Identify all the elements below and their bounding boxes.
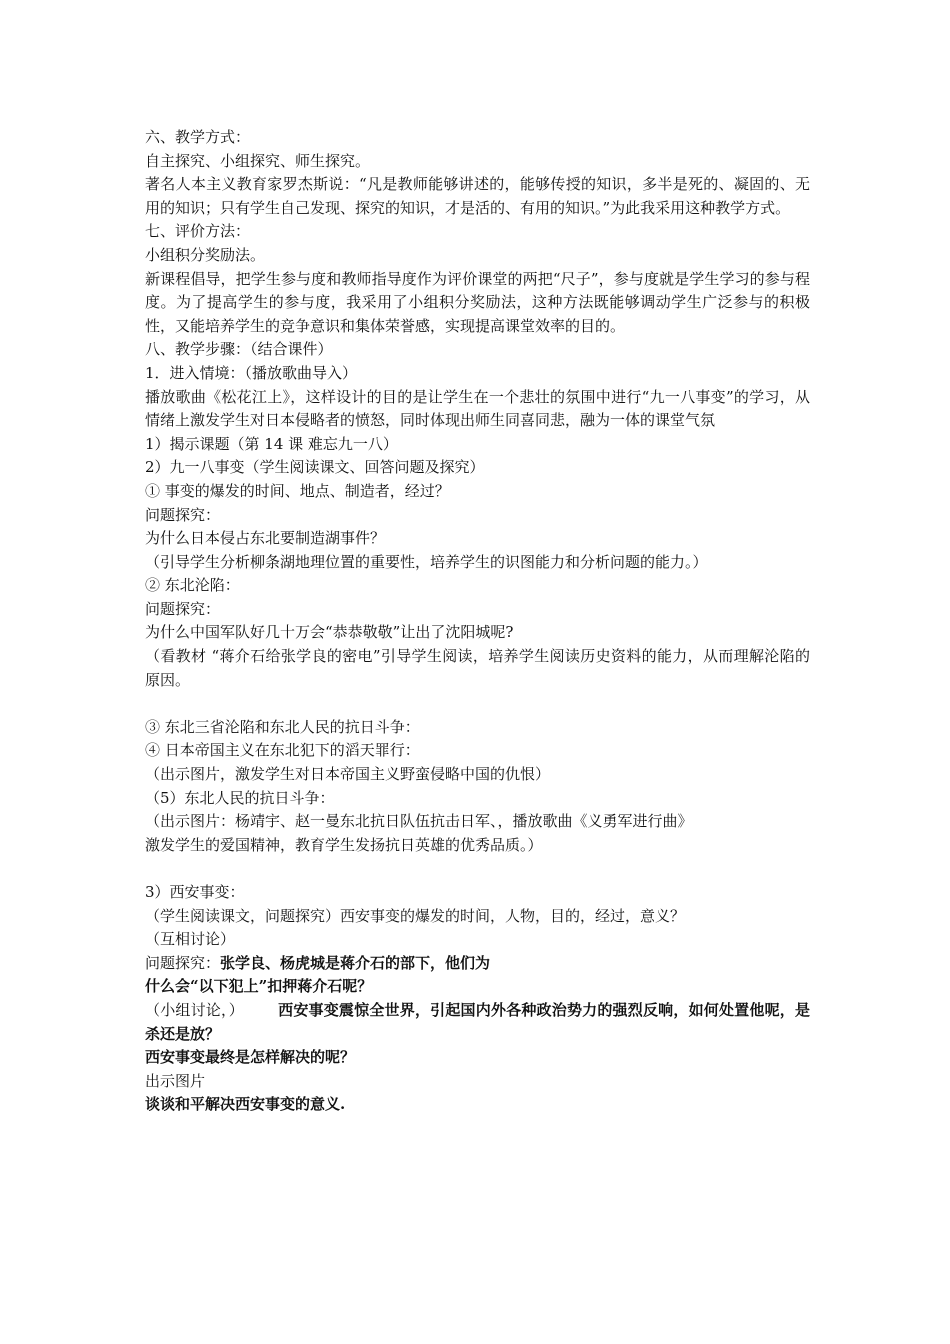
group-discussion-label: （小组讨论，） (145, 1000, 244, 1019)
inquiry-label: 问题探究： (145, 599, 221, 618)
question-4: ④ 日本帝国主义在东北犯下的滔天罪行： (145, 741, 420, 760)
question-3: ③ 东北三省沦陷和东北人民的抗日斗争： (145, 717, 420, 736)
inquiry-label: 问题探究： (145, 953, 221, 972)
evaluation-paragraph: 新课程倡导，把学生参与度和教师指导度作为评价课堂的两把“尺子”，参与度就是学生学习的参与程度。为了提高学生的参与度，我采用了小组积分奖励法，这种方法既能够调动学生广泛参与的积极性，又能培养学生的竞争意识和集体荣誉感，实现提高课堂效率的目的。 (145, 269, 810, 335)
question-5-note: （出示图片：杨靖宇、赵一曼东北抗日队伍抗击日军、，播放歌曲《义勇军进行曲》 (145, 812, 693, 831)
question-1: ① 事变的爆发的时间、地点、制造者，经过？ (145, 481, 450, 500)
xian-inquiry-question-continued: 什么会“以下犯上”扣押蒋介石呢？ (145, 977, 373, 996)
xian-resolution-question: 西安事变最终是怎样解决的呢？ (145, 1048, 356, 1067)
step-1-description: 播放歌曲《松花江上》，这样设计的目的是让学生在一个悲壮的氛围中进行“九一八事变”的学习，从情绪上激发学生对日本侵略者的愤怒，同时体现出师生同喜同悲，融为一体的课堂气氛 (145, 387, 810, 430)
question-2-inquiry: 为什么中国军队好几十万会“恭恭敬敬”让出了沈阳城呢? (145, 623, 514, 642)
xian-inquiry-question: 张学良、杨虎城是蒋介石的部下，他们为 (220, 953, 491, 972)
show-pictures: 出示图片 (145, 1071, 206, 1090)
incident-heading: 2）九一八事变（学生阅读课文、回答问题及探究） (145, 458, 485, 477)
evaluation-method: 小组积分奖励法。 (145, 245, 266, 264)
question-4-note: （出示图片，激发学生对日本帝国主义野蛮侵略中国的仇恨） (145, 765, 551, 784)
question-5: （5）东北人民的抗日斗争： (145, 788, 335, 807)
question-1-inquiry: 为什么日本侵占东北要制造湖事件？ (145, 529, 386, 548)
blank-line (145, 857, 810, 881)
section-6-heading: 六、教学方式： (145, 128, 251, 146)
question-2: ② 东北沦陷： (145, 576, 240, 595)
section-7-heading: 七、评价方法： (145, 222, 251, 241)
rogers-quote-paragraph: 著名人本主义教育家罗杰斯说：“凡是教师能够讲述的，能够传授的知识，多半是死的、凝固的、无用的知识；只有学生自己发现、探究的知识，才是活的、有用的知识。”为此我采用这种教学方式。 (145, 175, 810, 217)
significance-question: 谈谈和平解决西安事变的意义. (145, 1095, 346, 1114)
section-8-heading: 八、教学步骤：（结合课件） (145, 340, 333, 359)
xian-incident-heading: 3）西安事变： (145, 883, 245, 901)
inquiry-label: 问题探究： (145, 505, 221, 524)
xian-handling-question (145, 999, 810, 1046)
xian-reading-task: （学生阅读课文，问题探究）西安事变的爆发的时间，人物，目的，经过，意义？ (145, 906, 686, 925)
blank-line (145, 692, 810, 716)
document-page (145, 126, 810, 1117)
xian-discussion: （互相讨论） (145, 930, 236, 949)
teaching-methods: 自主探究、小组探究、师生探究。 (145, 151, 371, 170)
xian-inquiry (145, 952, 810, 976)
question-1-guide: （引导学生分析柳条湖地理位置的重要性，培养学生的识图能力和分析问题的能力。） (145, 552, 708, 571)
step-1-title: 1．进入情境：（播放歌曲导入） (145, 363, 358, 382)
xian-handling-text: 西安事变震惊全世界，引起国内外各种政治势力的强烈反响，如何处置他呢，是杀还是放？ (145, 1000, 810, 1043)
question-2-guide: （看教材 “蒋介石给张学良的密电”引导学生阅读，培养学生阅读历史资料的能力，从而理解沦陷的原因。 (145, 647, 810, 689)
question-5-note-continued: 激发学生的爱国精神，教育学生发扬抗日英雄的优秀品质。） (145, 835, 543, 854)
topic-reveal: 1）揭示课题（第 14 课 难忘九一八） (145, 434, 398, 453)
